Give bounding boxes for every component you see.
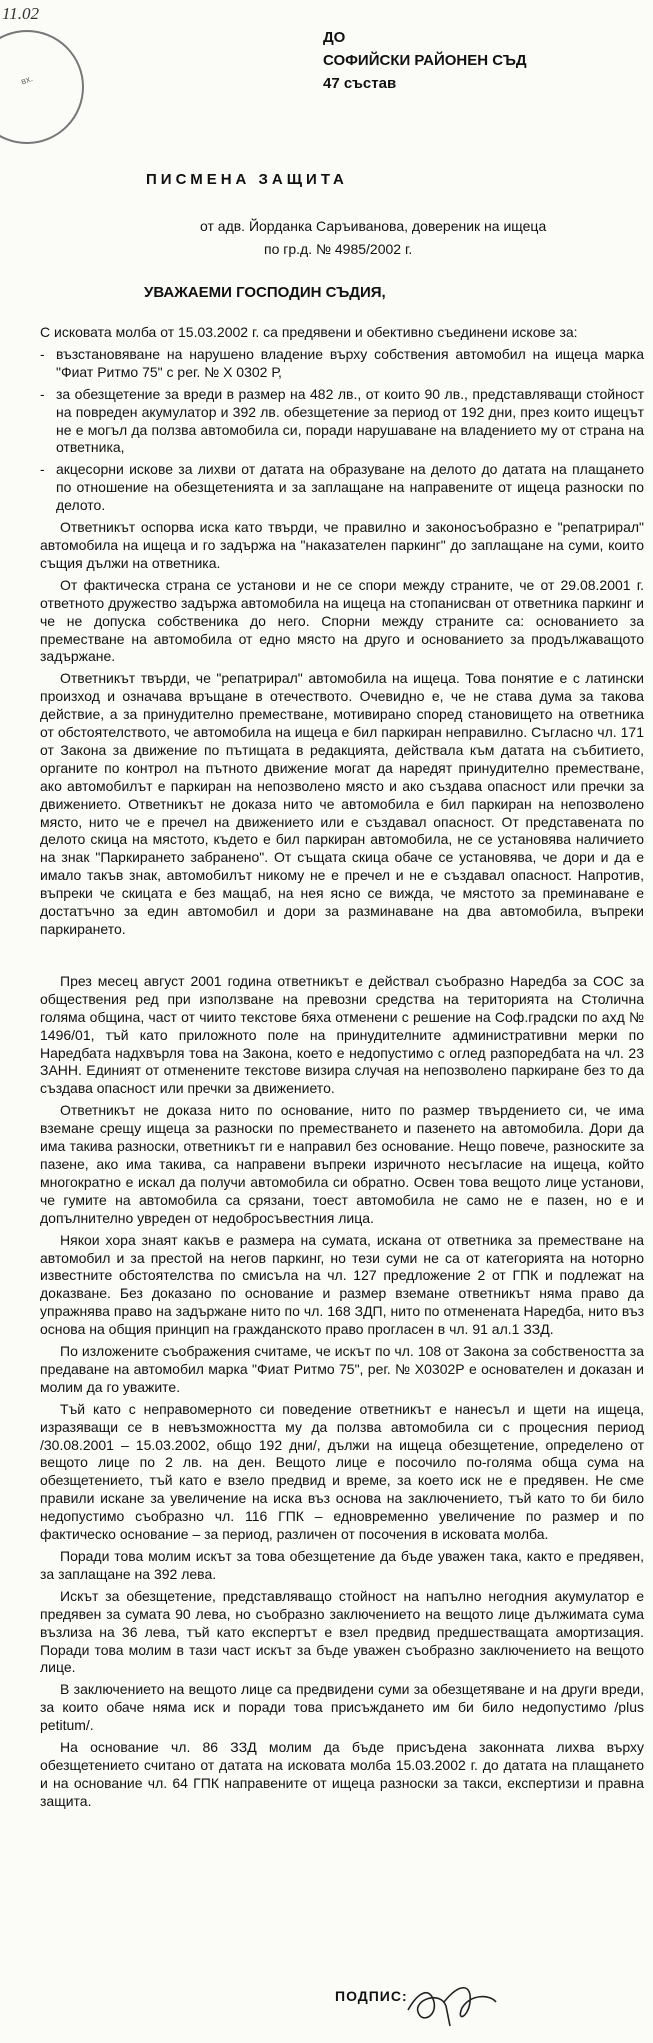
bullet-dash-icon: -: [40, 345, 45, 362]
body-paragraph: Ответникът не доказа нито по основание, нито по размер твърдението си, че има вземане срещу ищеца за разноски по преместването и пазенето на автомобила. Дори да има такива разноски, ответникът ги е направил без основание. Нещо повече, разноските за пазене, ако има такива, са направени въпреки изричното несъгласие на ищеца, който многократно е искал да получи автомобила си обратно. Освен това вещото лице установи, че гумите на автомобила са срязани, тоест автомобила не само не е пазен, но е и допълнително увреден от недобросъвестния лица.: [40, 1102, 644, 1226]
body-paragraph: Искът за обезщетение, представляващо стойност на напълно негодния акумулатор е предявен за сумата 90 лева, но съобразно заключението на вещото лице дължимата сума възлиза на 36 лева, тъй като експертът е взел предвид предшестващата амортизация. Поради това молим в тази част искът за бъде уважен съобразно заключението на вещото лице.: [40, 1587, 644, 1676]
registry-stamp-icon: [0, 30, 84, 144]
bullet-dash-icon: -: [40, 385, 45, 402]
addressee-line: СОФИЙСКИ РАЙОНЕН СЪД: [323, 52, 527, 69]
stamp-text: вх.: [19, 73, 35, 87]
body-paragraph: През месец август 2001 година ответникът е действал съобразно Наредба за СОС за обществения ред при използване на превозни средства на територията на Столична голяма община, част от чиито текстове бяха отменени с решение на Соф.градски по ахд № 1496/01, тъй като приложното поле на принудителните административни мерки по Наредбата надхвърля това на Закона, което е недопустимо с оглед разпоредбата на чл. 23 ЗАНН. Единият от отменените текстове визира случая на непозволено паркиране без то да създава опасност или пречки за движението.: [40, 972, 644, 1097]
list-item-text: възстановяване на нарушено владение върху собствения автомобил на ищеца марка "Фиат Ритмо 75" с рег. № Х 0302 Р,: [56, 345, 644, 380]
case-number-line: по гр.д. № 4985/2002 г.: [264, 241, 413, 257]
salutation: УВАЖАЕМИ ГОСПОДИН СЪДИЯ,: [144, 284, 386, 301]
addressee-line: ДО: [323, 29, 346, 46]
addressee-block: [323, 26, 527, 95]
bullet-dash-icon: -: [40, 461, 45, 478]
handwritten-note: 11.02: [2, 4, 39, 23]
list-item: [40, 346, 644, 382]
body-paragraph: Някои хора знаят какъв е размера на сумата, искана от ответника за преместване на автомобил и за престой на негов паркинг, но тези суми не са от категорията на ноторно известните обстоятелства по смисъла на чл. 127 предложение 2 от ГПК и подлежат на доказване. Без доказано по основание и размер вземане ответникът няма право да упражнява право на задържане нито по чл. 168 ЗДП, нито по отменената Наредба, нито въз основа на общия принцип на гражданското право прогласен в чл. 91 ал.1 ЗЗД.: [40, 1231, 644, 1338]
body-paragraph: На основание чл. 86 ЗЗД молим да бъде присъдена законната лихва върху обезщетението считано от датата на исковата молба 15.03.2002 г. до датата на плащането и на основание чл. 64 ГПК направените от ищеца разноски за такси, експертизи и правна защита.: [40, 1739, 644, 1809]
body-paragraph: Ответникът оспорва иска като твърди, че правилно и законосъобразно е "репатрирал" автомобила на ищеца и го задържа на "наказателен паркинг" до заплащане на суми, които същия дължи на ответника.: [40, 519, 644, 571]
signature-label: ПОДПИС:: [335, 1988, 408, 2004]
addressee-line: 47 състав: [323, 75, 397, 92]
list-item-text: за обезщетение за вреди в размер на 482 лв., от които 90 лв., представляващи стойност на повреден акумулатор и 392 лв. обезщетение за период от 192 дни, през които ищецът не е могъл да ползва автомобила си, поради нарушаване на владението му от страна на ответника,: [56, 385, 644, 456]
body-paragraph: Тъй като с неправомерното си поведение ответникът е нанесъл и щети на ищеца, изразяващи се в невъзможността му да ползва автомобила си с процесния период /30.08.2001 – 15.03.2002, общо 192 дни/, дължи на ищеца обезщетение, определено от вещото лице по 2 лв. на ден. Вещото лице е посочило по-голяма обща сума на обезщетението, тъй като е взело предвид и време, за което иск не е предявен. Не сме правили искане за увеличение на иска въз основа на заключението, тъй като то би било недопустимо съобразно чл. 116 ГПК – едновременно увеличение по размер и по фактическо основание – за период, различен от посочения в исковата молба.: [40, 1400, 644, 1543]
document-title: ПИСМЕНА ЗАЩИТА: [146, 171, 348, 188]
author-block: [200, 215, 546, 261]
body-paragraph: В заключението на вещото лице са предвидени суми за обезщетяване и на други вреди, за които обаче няма иск и поради това присъждането им би било недопустимо /plus petitum/.: [40, 1681, 644, 1734]
list-item: [40, 386, 644, 458]
body-paragraph: Поради това молим искът за това обезщетение да бъде уважен така, както е предявен, за заплащане на 392 лева.: [40, 1548, 644, 1582]
list-item-text: акцесорни искове за лихви от датата на образуване на делото до датата на плащането по отношение на обезщетенията и за заплащане на направените от ищеца разноски по делото.: [56, 461, 644, 514]
document-body: [40, 324, 644, 1815]
body-paragraph: Ответникът твърди, че "репатрирал" автомобила на ищеца. Това понятие е с латински произход и означава връщане в отечеството. Очевидно е, че не става дума за такова действие, а за принудително преместване, мотивирано според становището на ответника от обстоятелството, че автомобила на ищеца е бил паркиран неправилно. Съгласно чл. 171 от Закона за движение по пътищата в редакцията, действала към датата на събитието, органите по контрол на пътното движение могат да наредят принудително преместване, ако автомобилът е паркиран на непозволено място и ако създава опасност или пречки за движението. Ответникът не доказа нито че автомобила е бил паркиран на непозволено място, нито че е пречел на движението или е създавал опасност. От представената по делото скица на мястото, където е бил паркиран автомобила, не се установява наличието на знак "Паркирането забранено". От същата скица обаче се установява, че дори и да е имало такъв знак, автомобилът никому не е пречел и не е създавал опасност. Напротив, въпреки че скицата е без мащаб, на нея ясно се вижда, че мястото за преминаване е достатъчно за един автомобил и дори за разминаване на два автомобила, въпреки паркирането.: [40, 670, 644, 937]
list-item: [40, 461, 644, 515]
handwritten-signature-icon: [400, 1972, 510, 2032]
author-line: от адв. Йорданка Саръиванова, довереник на ищеца: [200, 218, 547, 234]
body-paragraph: От фактическа страна се установи и не се спори между страните, че от 29.08.2001 г. ответното дружество задържа автомобила на ищеца на стопанисван от ответника паркинг и че не допуска собственика до него. Спорни между страните са: основанието за преместване на автомобила от едно място на друго и основанието за продължаващото задържане.: [40, 576, 644, 665]
intro-paragraph: С исковата молба от 15.03.2002 г. са предявени и обективно съединени искове за:: [40, 324, 578, 340]
body-paragraph: По изложените съображения считаме, че искът по чл. 108 от Закона за собствеността за предаване на автомобил марка "Фиат Ритмо 75", рег. № Х0302Р е основателен и доказан и молим да го уважите.: [40, 1343, 644, 1395]
